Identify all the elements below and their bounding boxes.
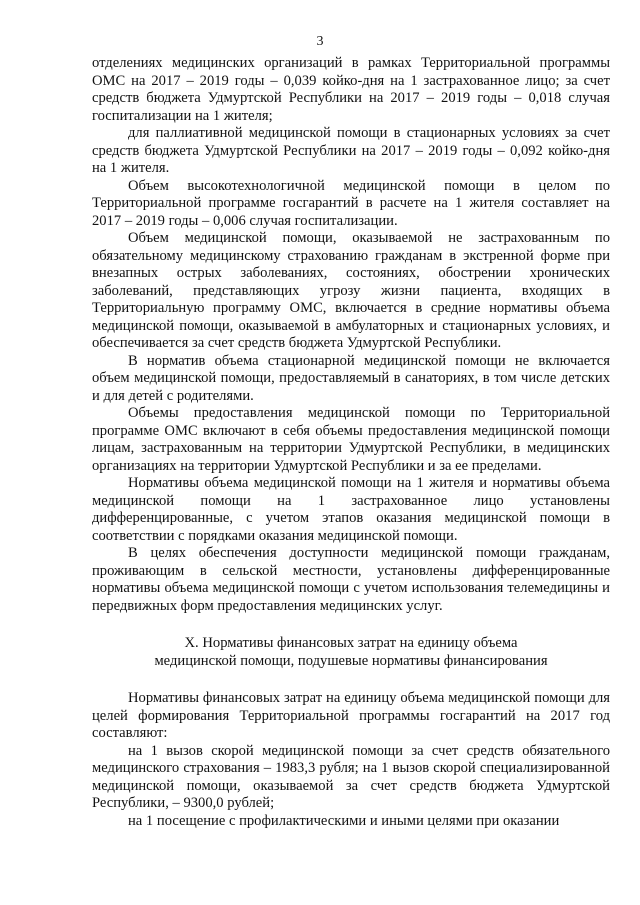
- paragraph: Объем высокотехнологичной медицинской помощи в целом по Территориальной программе госгарантий в расчете на 1 жителя составляет на 2017 – 2019 годы – 0,006 случая госпитализации.: [92, 177, 610, 229]
- document-body: [92, 55, 610, 830]
- paragraph: Объем медицинской помощи, оказываемой не застрахованным по обязательному медицинскому страхованию гражданам в экстренной форме при внезапных острых заболеваниях, состояниях, обострении хронических заболеваний, представляющих угрозу жизни пациента, входящих в Территориальную программу ОМС, включается в средние нормативы объема медицинской помощи, оказываемой в амбулаторных и стационарных условиях, и обеспечивается за счет средств бюджета Удмуртской Республики.: [92, 230, 610, 351]
- paragraph: В норматив объема стационарной медицинской помощи не включается объем медицинской помощи, предоставляемый в санаториях, в том числе детских и для детей с родителями.: [92, 352, 610, 404]
- paragraph: Объемы предоставления медицинской помощи по Территориальной программе ОМС включают в себя объемы предоставления медицинской помощи лицам, застрахованным на территории Удмуртской Республики, в медицинских организациях на территории Удмуртской Республики и за ее пределами.: [92, 405, 610, 474]
- paragraph: В целях обеспечения доступности медицинской помощи гражданам, проживающим в сельской местности, установлены дифференцированные нормативы объема медицинской помощи с учетом использования телемедицины и передвижных форм предоставления медицинских услуг.: [92, 545, 610, 614]
- paragraph: Нормативы финансовых затрат на единицу объема медицинской помощи для целей формирования Территориальной программы госгарантий на 2017 год составляют:: [92, 690, 610, 741]
- paragraph: на 1 вызов скорой медицинской помощи за счет средств обязательного медицинского страхования – 1983,3 рубля; на 1 вызов скорой специализированной медицинской помощи, оказываемой за счет средств бюджета Удмуртской Республики, – 9300,0 рублей;: [92, 742, 610, 811]
- paragraph: для паллиативной медицинской помощи в стационарных условиях за счет средств бюджета Удмуртской Республики на 2017 – 2019 годы – 0,092 койко-дня на 1 жителя.: [92, 125, 610, 176]
- page-number: 3: [316, 34, 324, 49]
- paragraph: на 1 посещение с профилактическими и иными целями при оказании: [128, 812, 560, 829]
- section-heading: [92, 635, 610, 670]
- paragraph: Нормативы объема медицинской помощи на 1 жителя и нормативы объема медицинской помощи на 1 застрахованное лицо установлены дифференцированные, с учетом этапов оказания медицинской помощи в соответствии с порядками оказания медицинской помощи.: [92, 475, 610, 544]
- paragraph: отделениях медицинских организаций в рамках Территориальной программы ОМС на 2017 – 2019 годы – 0,039 койко-дня на 1 застрахованное лицо; за счет средств бюджета Удмуртской Республики на 2017 – 2019 годы – 0,018 случая госпитализации на 1 жителя;: [92, 55, 610, 124]
- section-heading-line: X. Нормативы финансовых затрат на единицу объема: [184, 635, 518, 651]
- section-heading-line: медицинской помощи, подушевые нормативы финансирования: [154, 652, 548, 669]
